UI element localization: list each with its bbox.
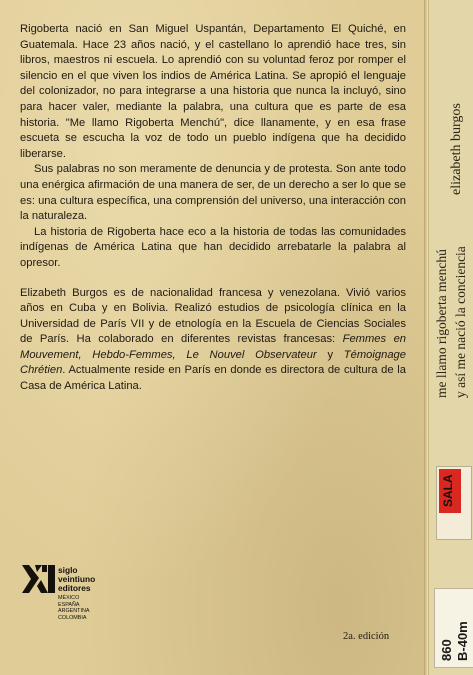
publisher-logo [22,565,142,635]
city-mexico: MÉXICO [58,595,80,601]
bio-magazines: Femmes en Mouvement, Hebdo-Femmes, Le Nouvel Observateur [20,333,407,361]
synopsis-paragraph-1: Rigoberta nació en San Miguel Uspantán, Departamento El Quiché, en Guatemala. Hace 23 años nació, y el castellano lo aprendió hace tres, sin libros, maestros ni escuela. Lo aprendió con su voluntad feroz por romper el silencio en el que viven los indios de América Latina. Se apropió el lenguaje del colonizador, no para integrarse a una historia que nunca la incluyó, sino para hacer valer, mediante la palabra, una cultura que es parte de esa historia. "Me llamo Rigoberta Menchú", dice llanamente, y en esa frase escueta se escucha la voz de todo un pueblo indígena que ha decidido liberarse. [20,23,406,160]
synopsis-paragraph-3: La historia de Rigoberta hace eco a la historia de todas las comunidades indígenas de América Latina que han decidido arrebatarle la palabra al opresor. [20,225,406,269]
author-bio [20,286,406,395]
edition-label: 2a. edición [343,631,390,642]
call-code: B-40m [455,621,470,661]
publisher-line-2: veintiuno [58,574,96,584]
city-espana: ESPAÑA [58,601,80,608]
bio-and: y [316,348,344,361]
publisher-emblem-icon [22,565,56,595]
call-number-label [434,588,473,668]
publisher-name [58,566,95,593]
sala-text: SALA [441,474,455,507]
publisher-line-3: editores [58,583,91,593]
bio-text-start: Elizabeth Burgos es de nacionalidad francesa y venezolana. Vivió varios años en Cuba y en Bolivia. Realizó estudios de psicología clínica en la Universidad de París VII y de etnología en la Escuela de Ciencias Sociales de París. Ha colaborado en diferentes revistas francesas: [20,286,406,346]
bio-magazine-last: Témoignage Chrétien [20,348,406,377]
bio-text-end: . Actualmente reside en París en donde es directora de cultura de la Casa de América Latina. [20,364,406,393]
publisher-line-1: siglo [58,565,78,575]
sala-sticker [436,466,472,540]
city-colombia: COLOMBIA [58,614,87,621]
city-argentina: ARGENTINA [58,608,90,615]
spine-title-line-2: y así me nació la conciencia [453,246,468,398]
spine-author: elizabeth burgos [449,103,464,195]
publisher-cities [58,595,89,621]
spine-title-line-1: me llamo rigoberta menchú [434,249,449,398]
back-cover-text [20,22,406,395]
sala-red-tag [439,469,461,513]
synopsis-paragraph-2: Sus palabras no son meramente de denuncia y de protesta. Son ante todo una enérgica afirmación de una manera de ser, de un derecho a ser lo que se es: una cultura específica, una comprensión del universo, una interacción con la naturaleza. [20,163,406,223]
call-number: 860 [439,639,454,661]
